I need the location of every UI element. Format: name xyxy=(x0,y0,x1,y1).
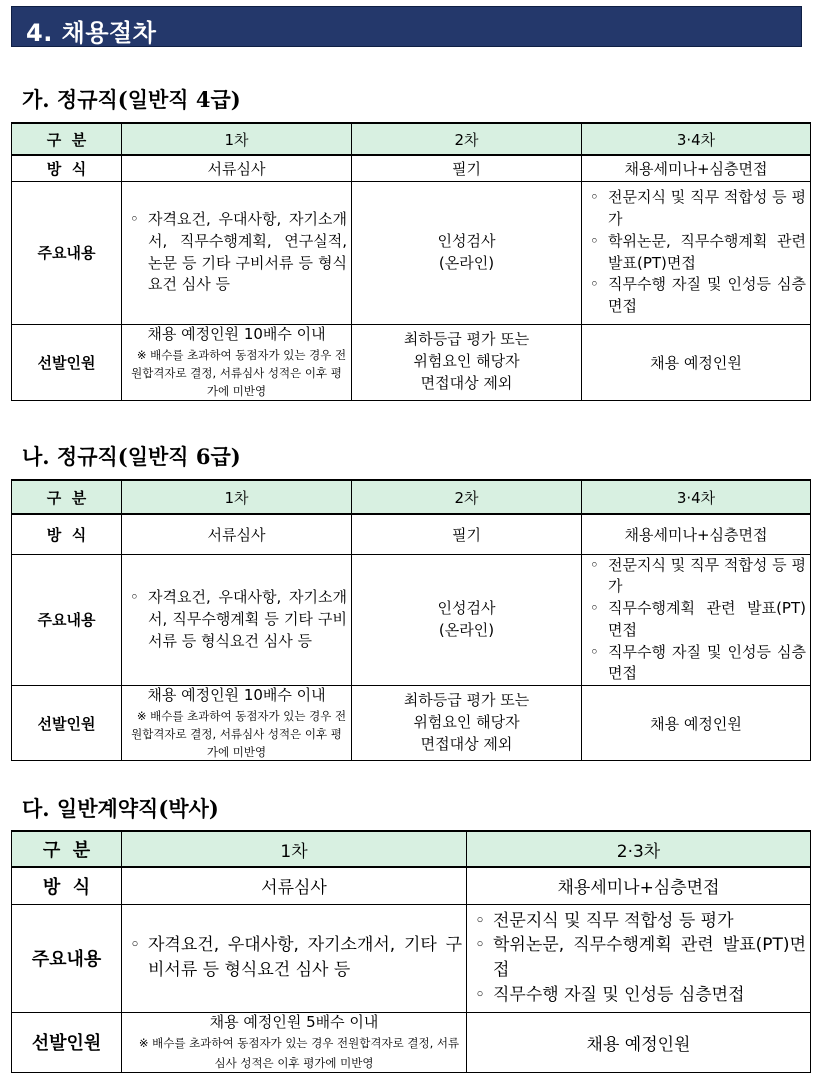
table-header-row xyxy=(12,123,811,155)
selection-stage-2 xyxy=(352,686,582,761)
content-stage-1 xyxy=(122,554,352,686)
procedure-table-contract xyxy=(11,830,811,1073)
list-item: ◦ 전문지식 및 직무 적합성 등 평가 xyxy=(586,555,806,599)
content-stage-1 xyxy=(122,904,467,1012)
header-category: 구 분 xyxy=(12,480,122,514)
header-stage-1: 1차 xyxy=(122,480,352,514)
selection-quota: 채용 예정인원 10배수 이내 xyxy=(147,325,326,344)
selection-stage-2-3: 채용 예정인원 xyxy=(467,1012,811,1073)
selection-stage-1 xyxy=(122,686,352,761)
content-label: 주요내용 xyxy=(12,554,122,686)
procedure-table-4grade xyxy=(11,122,811,401)
header-stage-2: 2차 xyxy=(352,480,582,514)
content-stage-2 xyxy=(352,554,582,686)
selection-stage-2 xyxy=(352,324,582,400)
list-item: 위험요인 해당자 xyxy=(413,713,520,732)
method-row xyxy=(12,155,811,181)
selection-row xyxy=(12,1012,811,1073)
list-item: ◦ 자격요건, 우대사항, 자기소개서, 직무수행계획, 연구실적, 논문 등 기타 구비서류 등 형식요건 심사 등 xyxy=(126,209,347,296)
list-item: 인성검사 xyxy=(437,599,496,617)
selection-stage-3-4: 채용 예정인원 xyxy=(582,686,811,761)
list-item: ◦ 직무수행 자질 및 인성등 심층면접 xyxy=(586,642,806,686)
table-header-row xyxy=(12,480,811,514)
header-stage-3-4: 3·4차 xyxy=(582,123,811,155)
list-item: 위험요인 해당자 xyxy=(413,352,520,371)
header-category: 구 분 xyxy=(12,831,122,867)
selection-note: ※ 배수를 초과하여 동점자가 있는 경우 전원합격자로 결정, 서류심사 성적은 이후 평가에 미반영 xyxy=(138,1036,460,1070)
selection-row xyxy=(12,324,811,400)
content-label: 주요내용 xyxy=(12,181,122,324)
list-item: (온라인) xyxy=(438,620,495,639)
content-row xyxy=(12,554,811,686)
method-stage-2-3: 채용세미나+심층면접 xyxy=(467,867,811,904)
list-item: ◦ 학위논문, 직무수행계획 관련 발표(PT)면접 xyxy=(586,231,806,275)
section-title-6grade: 나. 정규직(일반직 6급) xyxy=(22,444,241,469)
list-item: 최하등급 평가 또는 xyxy=(403,691,530,710)
list-item: ◦ 전문지식 및 직무 적합성 등 평가 xyxy=(586,187,806,231)
selection-stage-1 xyxy=(122,1012,467,1073)
selection-row xyxy=(12,686,811,761)
list-item: 면접대상 제외 xyxy=(420,373,513,392)
method-stage-3-4: 채용세미나+심층면접 xyxy=(582,514,811,554)
list-item: (온라인) xyxy=(438,253,495,272)
list-item: ◦ 자격요건, 우대사항, 자기소개서, 기타 구비서류 등 형식요건 심사 등 xyxy=(126,933,462,982)
section-banner xyxy=(11,6,802,47)
selection-label: 선발인원 xyxy=(12,324,122,400)
method-row xyxy=(12,514,811,554)
content-stage-1 xyxy=(122,181,352,324)
selection-label: 선발인원 xyxy=(12,686,122,761)
selection-quota: 채용 예정인원 5배수 이내 xyxy=(209,1012,379,1031)
selection-stage-1 xyxy=(122,324,352,400)
page-title: 4. 채용절차 xyxy=(26,19,157,47)
list-item: ◦ 직무수행 자질 및 인성등 심층면접 xyxy=(471,983,806,1008)
header-stage-3-4: 3·4차 xyxy=(582,480,811,514)
method-label: 방 식 xyxy=(12,514,122,554)
method-stage-1: 서류심사 xyxy=(122,514,352,554)
selection-note: ※ 배수를 초과하여 동점자가 있는 경우 전원합격자로 결정, 서류심사 성적은 이후 평가에 미반영 xyxy=(131,708,347,759)
method-label: 방 식 xyxy=(12,155,122,181)
table-header-row xyxy=(12,831,811,867)
method-stage-1: 서류심사 xyxy=(122,867,467,904)
header-category: 구 분 xyxy=(12,123,122,155)
selection-label: 선발인원 xyxy=(12,1012,122,1073)
list-item: ◦ 직무수행 자질 및 인성등 심층면접 xyxy=(586,274,806,318)
header-stage-1: 1차 xyxy=(122,831,467,867)
method-stage-1: 서류심사 xyxy=(122,155,352,181)
method-stage-3-4: 채용세미나+심층면접 xyxy=(582,155,811,181)
method-label: 방 식 xyxy=(12,867,122,904)
procedure-table-6grade xyxy=(11,479,811,761)
content-label: 주요내용 xyxy=(12,904,122,1012)
selection-quota: 채용 예정인원 10배수 이내 xyxy=(147,686,326,705)
selection-stage-3-4: 채용 예정인원 xyxy=(582,324,811,400)
content-row xyxy=(12,181,811,324)
content-stage-2 xyxy=(352,181,582,324)
section-title-4grade: 가. 정규직(일반직 4급) xyxy=(22,87,241,112)
header-stage-2: 2차 xyxy=(352,123,582,155)
content-stage-3-4 xyxy=(582,181,811,324)
content-row xyxy=(12,904,811,1012)
content-stage-2-3 xyxy=(467,904,811,1012)
content-stage-3-4 xyxy=(582,554,811,686)
method-stage-2: 필기 xyxy=(352,514,582,554)
list-item: ◦ 전문지식 및 직무 적합성 등 평가 xyxy=(471,909,806,934)
list-item: 인성검사 xyxy=(437,231,496,250)
list-item: 면접대상 제외 xyxy=(420,734,513,753)
method-stage-2: 필기 xyxy=(352,155,582,181)
list-item: ◦ 직무수행계획 관련 발표(PT)면접 xyxy=(586,598,806,642)
selection-note: ※ 배수를 초과하여 동점자가 있는 경우 전원합격자로 결정, 서류심사 성적은 이후 평가에 미반영 xyxy=(131,347,347,398)
list-item: 최하등급 평가 또는 xyxy=(403,330,530,349)
header-stage-1: 1차 xyxy=(122,123,352,155)
method-row xyxy=(12,867,811,904)
section-title-contract: 다. 일반계약직(박사) xyxy=(22,796,219,821)
list-item: ◦ 자격요건, 우대사항, 자기소개서, 직무수행계획 등 기타 구비서류 등 형식요건 심사 등 xyxy=(126,587,347,652)
header-stage-2-3: 2·3차 xyxy=(467,831,811,867)
list-item: ◦ 학위논문, 직무수행계획 관련 발표(PT)면접 xyxy=(471,933,806,982)
